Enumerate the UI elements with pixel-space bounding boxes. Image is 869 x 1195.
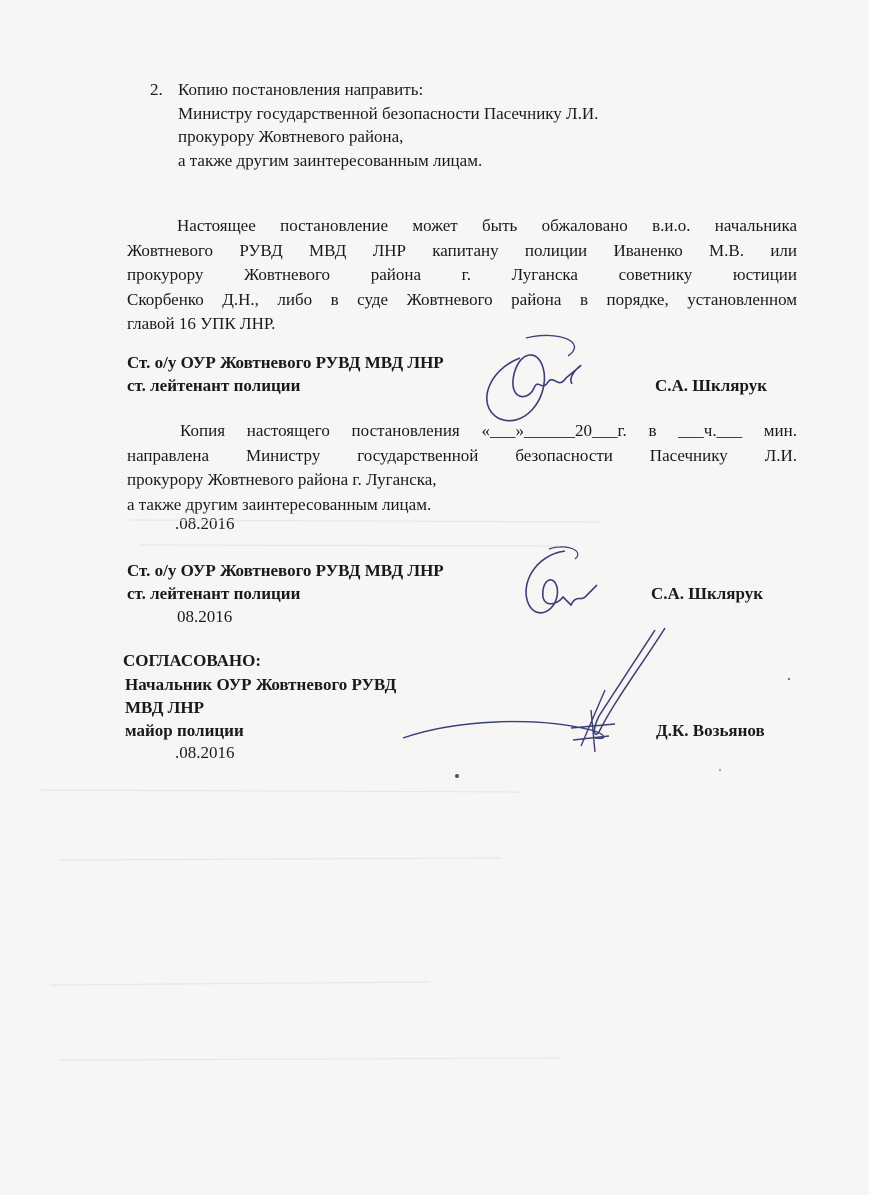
- signature2-position: Ст. о/у ОУР Жовтневого РУВД МВД ЛНР: [127, 561, 444, 580]
- signature2-rank: ст. лейтенант полиции: [127, 584, 301, 603]
- signature1-name: С.А. Шклярук: [655, 376, 768, 395]
- appeal-line-1: Настоящее постановление может быть обжаловано в.и.о. начальника: [177, 216, 797, 235]
- copy-note-line-3: прокурору Жовтневого района г. Луганска,: [127, 470, 437, 489]
- copy-note-line-4: а также другим заинтересованным лицам.: [127, 494, 432, 514]
- approval-name: Д.К. Возьянов: [656, 721, 765, 740]
- approval-position-line1: Начальник ОУР Жовтневого РУВД: [125, 675, 397, 694]
- approval-rank: майор полиции: [125, 721, 244, 740]
- approval-date: .08.2016: [175, 743, 235, 762]
- item2-line-1: Копию постановления направить:: [178, 80, 424, 99]
- approval-heading: СОГЛАСОВАНО:: [123, 651, 262, 670]
- appeal-line-3: прокурору Жовтневого района г. Луганска советнику юстиции: [127, 265, 797, 284]
- signature1-position: Ст. о/у ОУР Жовтневого РУВД МВД ЛНР: [127, 353, 444, 372]
- appeal-line-2: Жовтневого РУВД МВД ЛНР капитану полиции Иваненко М.В. или: [127, 240, 797, 260]
- signature1-rank: ст. лейтенант полиции: [127, 376, 301, 395]
- item-number: 2.: [150, 80, 163, 99]
- item2-line-2: Министру государственной безопасности Пасечнику Л.И.: [178, 104, 599, 123]
- item2-line-3: прокурору Жовтневого района,: [178, 127, 404, 146]
- copy-note-line-2: направлена Министру государственной безопасности Пасечнику Л.И.: [127, 445, 797, 465]
- item2-line-4: а также другим заинтересованным лицам.: [178, 151, 483, 170]
- appeal-line-5: главой 16 УПК ЛНР.: [127, 314, 276, 333]
- signature2-date: 08.2016: [177, 607, 233, 626]
- copy-note-line-1: Копия настоящего постановления «___»______20___г. в ___ч.___ мин.: [180, 421, 797, 440]
- signature2-name: С.А. Шклярук: [651, 584, 764, 603]
- approval-position-line2: МВД ЛНР: [125, 698, 204, 717]
- appeal-line-4: Скорбенко Д.Н., либо в суде Жовтневого района в порядке, установленном: [127, 289, 797, 309]
- copy-note-date: .08.2016: [175, 514, 235, 533]
